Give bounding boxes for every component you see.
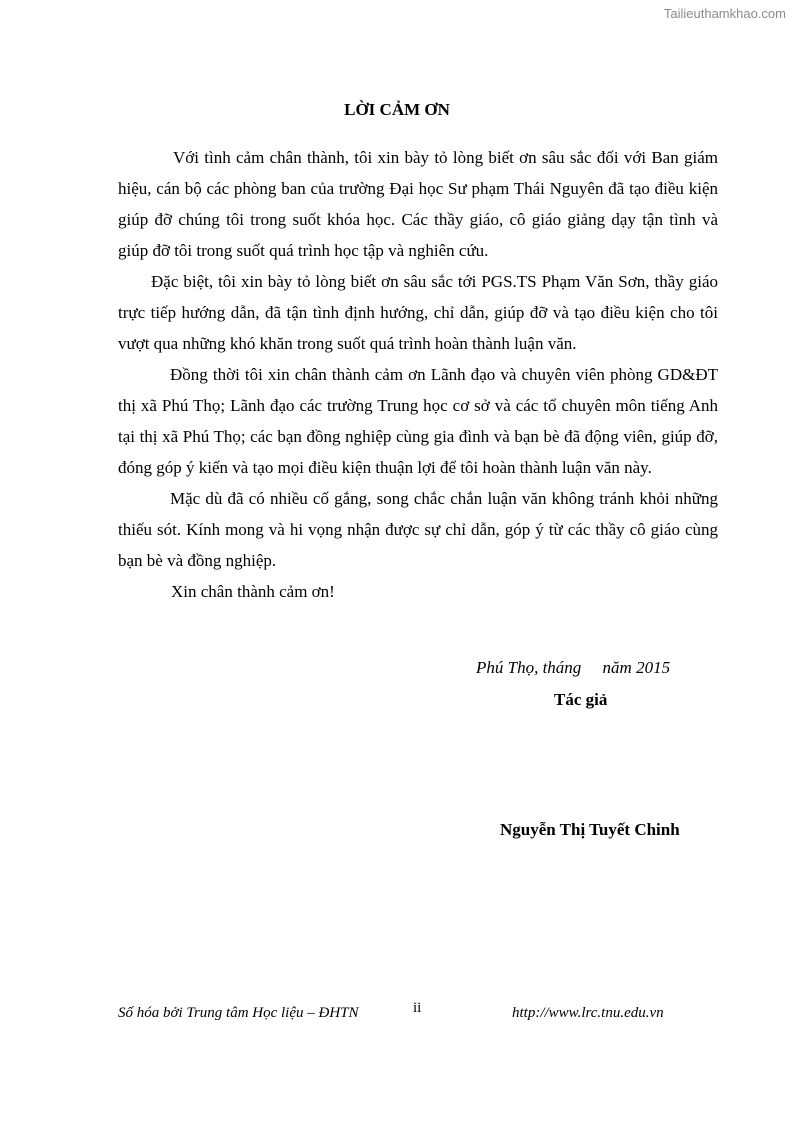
footer-url: http://www.lrc.tnu.edu.vn — [512, 1005, 664, 1021]
page-title: LỜI CẢM ƠN — [344, 100, 450, 119]
footer-source: Số hóa bởi Trung tâm Học liệu – ĐHTN — [118, 1005, 359, 1021]
watermark: Tailieuthamkhao.com — [663, 6, 786, 21]
paragraph: Mặc dù đã có nhiều cố gắng, song chắc chắn luận văn không tránh khỏi những thiếu sót. Kính mong và hi vọng nhận được sự chỉ dẫn, góp ý từ các thầy cô giáo cùng bạn bè và đồng nghiệp. — [118, 489, 718, 570]
paragraph: Xin chân thành cảm ơn! — [171, 582, 335, 601]
author-name: Nguyễn Thị Tuyết Chinh — [500, 820, 680, 839]
acknowledgement-body — [118, 142, 718, 607]
page-number: ii — [413, 1000, 422, 1016]
paragraph: Với tình cảm chân thành, tôi xin bày tỏ lòng biết ơn sâu sắc đối với Ban giám hiệu, cán bộ các phòng ban của trường Đại học Sư phạm Thái Nguyên đã tạo điều kiện giúp đỡ chúng tôi trong suốt khóa học. Các thầy giáo, cô giáo giảng dạy tận tình và giúp đỡ tôi trong suốt quá trình học tập và nghiên cứu. — [118, 148, 718, 260]
author-role: Tác giả — [554, 690, 608, 709]
paragraph: Đặc biệt, tôi xin bày tỏ lòng biết ơn sâu sắc tới PGS.TS Phạm Văn Sơn, thầy giáo trực tiếp hướng dẫn, đã tận tình định hướng, chỉ dẫn, giúp đỡ và tạo điều kiện cho tôi vượt qua những khó khăn trong suốt quá trình hoàn thành luận văn. — [118, 272, 718, 353]
place-date: Phú Thọ, tháng năm 2015 — [476, 658, 671, 677]
paragraph: Đồng thời tôi xin chân thành cảm ơn Lãnh đạo và chuyên viên phòng GD&ĐT thị xã Phú Thọ; Lãnh đạo các trường Trung học cơ sở và các tổ chuyên môn tiếng Anh tại thị xã Phú Thọ; các bạn đồng nghiệp cùng gia đình và bạn bè đã động viên, giúp đỡ, đóng góp ý kiến và tạo mọi điều kiện thuận lợi để tôi hoàn thành luận văn này. — [118, 365, 718, 477]
